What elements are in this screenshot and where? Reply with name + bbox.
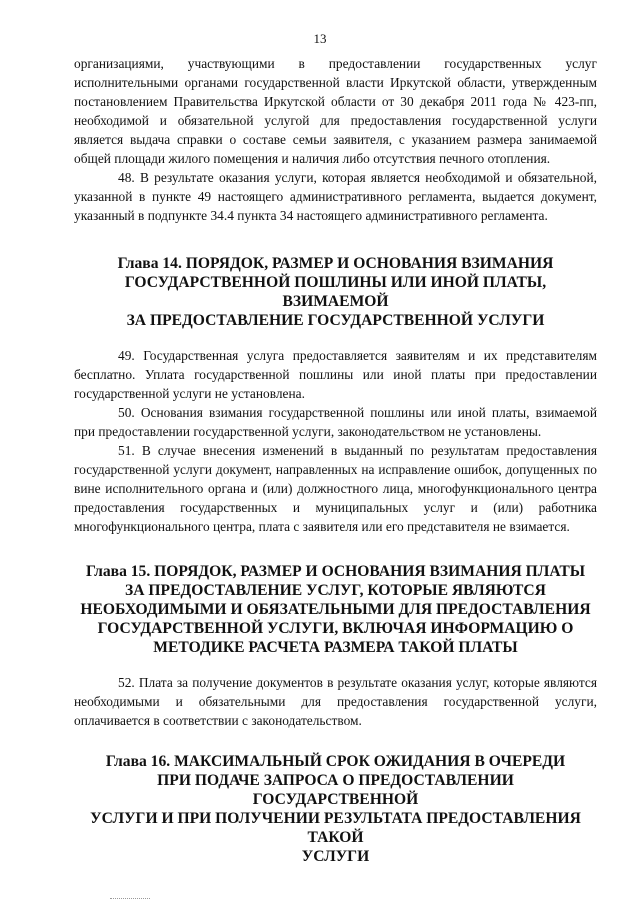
heading-line: УСЛУГИ И ПРИ ПОЛУЧЕНИИ РЕЗУЛЬТАТА ПРЕДОСТАВЛЕНИЯ ТАКОЙ: [90, 810, 581, 846]
chapter-14-heading: [74, 254, 597, 330]
paragraph-51: 51. В случае внесения изменений в выданный по результатам предоставления государственной услуги документ, направленных на исправление ошибок, допущенных по вине исполнительного органа и (или) должностного лица, многофункционального центра предоставления государственных и муниципальных услуг и (или) работника многофункционального центра, плата с заявителя или его представителя не взимается.: [74, 443, 597, 534]
paragraph-49: 49. Государственная услуга предоставляется заявителям и их представителям бесплатно. Уплата государственной пошлины или иной платы при предоставлении государственной услуги не установлена.: [74, 348, 597, 401]
heading-line: НЕОБХОДИМЫМИ И ОБЯЗАТЕЛЬНЫМИ ДЛЯ ПРЕДОСТАВЛЕНИЯ: [80, 601, 591, 618]
heading-line: МЕТОДИКЕ РАСЧЕТА РАЗМЕРА ТАКОЙ ПЛАТЫ: [153, 639, 518, 656]
paragraph-52: 52. Плата за получение документов в результате оказания услуг, которые являются необходимыми и обязательными для предоставления государственной услуги, оплачивается в соответствии с законодательством.: [74, 675, 597, 728]
heading-line: УСЛУГИ: [301, 848, 370, 865]
heading-line: ПРИ ПОДАЧЕ ЗАПРОСА О ПРЕДОСТАВЛЕНИИ ГОСУДАРСТВЕННОЙ: [157, 772, 514, 808]
document-body: [74, 54, 597, 866]
scan-artifact: [110, 898, 150, 901]
paragraph-continuation: организациями, участвующими в предоставлении государственных услуг исполнительными органами государственной власти Иркутской области, утвержденным постановлением Правительства Иркутской области от 30 декабря 2011 года № 423-пп, необходимой и обязательной услугой для предоставления государственной услуги является выдача справки о составе семьи заявителя, с указанием размера занимаемой общей площади жилого помещения и наличия либо отсутствия печного отопления.: [74, 56, 597, 166]
chapter-15-heading: [74, 562, 597, 657]
heading-line: ЗА ПРЕДОСТАВЛЕНИЕ ГОСУДАРСТВЕННОЙ УСЛУГИ: [126, 312, 545, 329]
heading-line: Глава 16. МАКСИМАЛЬНЫЙ СРОК ОЖИДАНИЯ В ОЧЕРЕДИ: [105, 753, 566, 770]
paragraph-48: 48. В результате оказания услуги, которая является необходимой и обязательной, указанной в пункте 49 настоящего административного регламента, выдается документ, указанный в подпункте 34.4 пункта 34 настоящего административного регламента.: [74, 170, 597, 223]
heading-line: ЗА ПРЕДОСТАВЛЕНИЕ УСЛУГ, КОТОРЫЕ ЯВЛЯЮТСЯ: [125, 582, 546, 599]
chapter-16-heading: [74, 752, 597, 866]
heading-line: Глава 15. ПОРЯДОК, РАЗМЕР И ОСНОВАНИЯ ВЗИМАНИЯ ПЛАТЫ: [85, 563, 586, 580]
page-number: 13: [313, 31, 327, 46]
heading-line: ГОСУДАРСТВЕННОЙ УСЛУГИ, ВКЛЮЧАЯ ИНФОРМАЦИЮ О: [97, 620, 574, 637]
heading-line: Глава 14. ПОРЯДОК, РАЗМЕР И ОСНОВАНИЯ ВЗИМАНИЯ: [117, 255, 554, 272]
heading-line: ГОСУДАРСТВЕННОЙ ПОШЛИНЫ ИЛИ ИНОЙ ПЛАТЫ, ВЗИМАЕМОЙ: [124, 274, 547, 310]
paragraph-50: 50. Основания взимания государственной пошлины или иной платы, взимаемой при предоставлении государственной услуги, законодательством не установлены.: [74, 405, 597, 439]
